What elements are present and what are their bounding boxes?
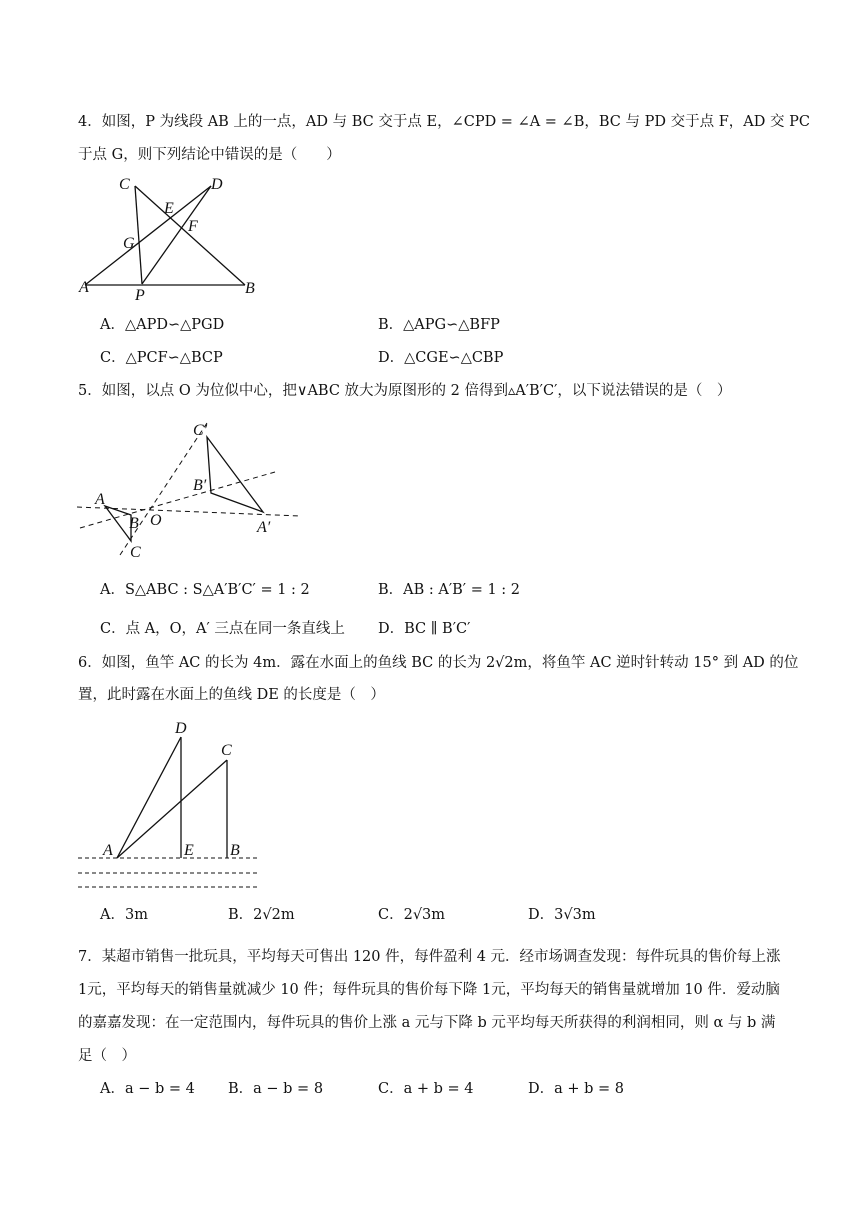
q5-dashed-line-bb bbox=[80, 472, 275, 528]
q5-option-a: A．S△ABC : S△A′B′C′ = 1 : 2 bbox=[100, 582, 310, 598]
q5-label-a: A bbox=[95, 491, 105, 508]
q4-stem-line2: 于点 G，则下列结论中错误的是（ ） bbox=[78, 147, 341, 163]
q5-triangle-abc bbox=[105, 506, 131, 541]
q6-option-a: A．3m bbox=[100, 907, 148, 923]
q4-option-d: D．△CGE∽△CBP bbox=[378, 350, 504, 366]
q7-stem-line3: 的嘉嘉发现：在一定范围内，每件玩具的售价上涨 a 元与下降 b 元平均每天所获得的利润相同，则 α 与 b 满 bbox=[78, 1015, 776, 1031]
q6-label-d: D bbox=[175, 720, 187, 737]
q6-stem-line1: 6．如图，鱼竿 AC 的长为 4m．露在水面上的鱼线 BC 的长为 2√2m，将鱼竿 AC 逆时针转动 15° 到 AD 的位 bbox=[78, 655, 799, 671]
q5-label-b-prime: B′ bbox=[193, 477, 207, 494]
q7-option-d: D．a + b = 8 bbox=[528, 1081, 625, 1097]
q6-label-c: C bbox=[221, 742, 232, 759]
q4-label-b: B bbox=[245, 280, 255, 297]
q6-label-b: B bbox=[230, 842, 240, 859]
q5-figure bbox=[75, 415, 310, 565]
q7-option-b: B．a − b = 8 bbox=[228, 1081, 324, 1097]
q6-segment-ad bbox=[117, 737, 181, 858]
q4-segment-cp bbox=[135, 186, 142, 284]
q5-label-c: C bbox=[130, 544, 141, 561]
q7-option-c: C．a + b = 4 bbox=[378, 1081, 474, 1097]
q4-stem-line1: 4．如图，P 为线段 AB 上的一点，AD 与 BC 交于点 E，∠CPD = ∠A = ∠B，BC 与 PD 交于点 F，AD 交 PC bbox=[78, 114, 810, 130]
q4-segment-ad bbox=[85, 186, 211, 285]
q4-option-a: A．△APD∽△PGD bbox=[100, 317, 225, 333]
q5-label-b: B bbox=[129, 515, 139, 532]
q6-stem-line2: 置，此时露在水面上的鱼线 DE 的长度是（ ） bbox=[78, 687, 385, 703]
q4-option-c: C．△PCF∽△BCP bbox=[100, 350, 223, 366]
q7-stem-line4: 足（ ） bbox=[78, 1048, 136, 1064]
q6-figure bbox=[75, 715, 265, 895]
q5-label-c-prime: C′ bbox=[193, 422, 208, 439]
q4-label-e: E bbox=[164, 200, 174, 217]
q7-stem-line2: 1元，平均每天的销售量就减少 10 件；每件玩具的售价每下降 1元，平均每天的销售量就增加 10 件．爱动脑 bbox=[78, 982, 780, 998]
q5-option-d: D．BC ∥ B′C′ bbox=[378, 621, 471, 637]
q5-option-b: B．AB : A′B′ = 1 : 2 bbox=[378, 582, 521, 598]
q5-triangle-a2b2c2 bbox=[207, 437, 263, 512]
q5-stem-line1: 5．如图，以点 O 为位似中心，把∨ABC 放大为原图形的 2 倍得到▵A′B′C′，以下说法错误的是（ ） bbox=[78, 383, 732, 399]
q6-label-a: A bbox=[103, 842, 113, 859]
q4-label-c: C bbox=[119, 176, 130, 193]
q5-option-c: C．点 A，O，A′ 三点在同一条直线上 bbox=[100, 621, 345, 637]
q4-option-b: B．△APG∽△BFP bbox=[378, 317, 500, 333]
q4-figure bbox=[75, 172, 265, 302]
q4-label-d: D bbox=[211, 176, 223, 193]
q6-segment-ac bbox=[117, 760, 227, 858]
q5-label-a-prime: A′ bbox=[257, 519, 271, 536]
q4-label-a: A bbox=[79, 279, 89, 296]
q6-option-c: C．2√3m bbox=[378, 907, 446, 923]
q7-option-a: A．a − b = 4 bbox=[100, 1081, 195, 1097]
q4-label-g: G bbox=[123, 235, 135, 252]
q4-segment-pd bbox=[142, 186, 211, 284]
q7-stem-line1: 7．某超市销售一批玩具，平均每天可售出 120 件，每件盈利 4 元．经市场调查发现：每件玩具的售价每上涨 bbox=[78, 949, 781, 965]
q6-label-e: E bbox=[184, 842, 194, 859]
q4-label-f: F bbox=[188, 218, 198, 235]
q4-label-p: P bbox=[135, 287, 145, 302]
q5-label-o: O bbox=[150, 512, 162, 529]
q6-option-b: B．2√2m bbox=[228, 907, 295, 923]
q6-option-d: D．3√3m bbox=[528, 907, 596, 923]
